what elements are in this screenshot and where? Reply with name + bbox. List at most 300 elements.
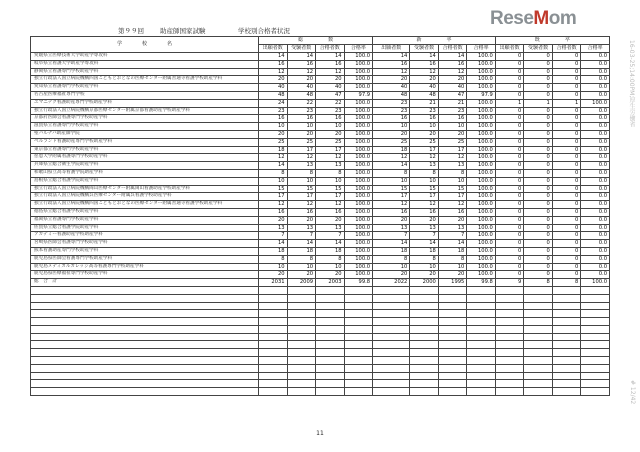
blank-cell	[524, 318, 553, 326]
value-cell: 17	[410, 146, 439, 154]
sub-header-cell: 合格者数	[316, 45, 345, 53]
blank-cell	[31, 357, 259, 365]
blank-row	[31, 325, 610, 333]
value-cell: 14	[373, 162, 410, 170]
value-cell: 100.0	[344, 99, 373, 107]
blank-cell	[373, 325, 410, 333]
blank-row	[31, 333, 610, 341]
value-cell: 17	[316, 193, 345, 201]
value-cell: 25	[287, 138, 316, 146]
value-cell: 100.0	[344, 60, 373, 68]
blank-cell	[552, 357, 581, 365]
blank-cell	[581, 349, 610, 357]
total-value-cell: 9	[495, 279, 524, 287]
blank-cell	[287, 357, 316, 365]
blank-cell	[524, 302, 553, 310]
value-cell: 10	[373, 177, 410, 185]
blank-cell	[373, 364, 410, 372]
table-row	[31, 255, 610, 263]
value-cell: 25	[316, 138, 345, 146]
value-cell: 25	[410, 138, 439, 146]
school-name-cell: 鹿児島県医師会看護専門学校助産学科	[31, 255, 259, 263]
value-cell: 14	[259, 240, 288, 248]
value-cell: 0	[495, 76, 524, 84]
value-cell: 0	[524, 84, 553, 92]
blank-cell	[524, 341, 553, 349]
table-row	[31, 216, 610, 224]
value-cell: 0	[495, 247, 524, 255]
value-cell: 0.0	[581, 169, 610, 177]
table-row	[31, 224, 610, 232]
blank-cell	[259, 286, 288, 294]
value-cell: 7	[316, 232, 345, 240]
blank-cell	[259, 302, 288, 310]
value-cell: 100.0	[344, 201, 373, 209]
total-value-cell: 2000	[410, 279, 439, 287]
blank-cell	[373, 318, 410, 326]
blank-cell	[410, 286, 439, 294]
school-name-cell: 滋賀県立看護専門学校助産学科	[31, 123, 259, 131]
exam-name: 助産師国家試験	[160, 27, 206, 35]
value-cell: 0.0	[581, 271, 610, 279]
value-cell: 10	[259, 123, 288, 131]
blank-cell	[373, 286, 410, 294]
value-cell: 97.9	[467, 91, 496, 99]
value-cell: 20	[438, 76, 467, 84]
value-cell: 0	[524, 138, 553, 146]
blank-cell	[373, 341, 410, 349]
value-cell: 100.0	[344, 68, 373, 76]
value-cell: 0	[552, 208, 581, 216]
value-cell: 100.0	[344, 76, 373, 84]
value-cell: 23	[259, 107, 288, 115]
blank-cell	[259, 357, 288, 365]
value-cell: 0	[495, 123, 524, 131]
table-row	[31, 177, 610, 185]
value-cell: 0.0	[581, 232, 610, 240]
school-name-cell: 熊本看護助産専門学校助産学科	[31, 247, 259, 255]
value-cell: 15	[259, 185, 288, 193]
value-cell: 40	[373, 84, 410, 92]
value-cell: 14	[259, 53, 288, 61]
blank-cell	[467, 364, 496, 372]
value-cell: 100.0	[344, 169, 373, 177]
blank-cell	[438, 380, 467, 388]
value-cell: 100.0	[344, 271, 373, 279]
total-value-cell: 100.0	[581, 279, 610, 287]
blank-cell	[552, 286, 581, 294]
value-cell: 16	[316, 60, 345, 68]
value-cell: 0.0	[581, 60, 610, 68]
value-cell: 0	[524, 185, 553, 193]
value-cell: 7	[259, 232, 288, 240]
value-cell: 10	[373, 263, 410, 271]
value-cell: 0	[524, 91, 553, 99]
value-cell: 100.0	[344, 84, 373, 92]
value-cell: 100.0	[467, 154, 496, 162]
value-cell: 0	[524, 240, 553, 248]
value-cell: 0	[524, 263, 553, 271]
value-cell: 8	[287, 169, 316, 177]
value-cell: 20	[410, 130, 439, 138]
blank-cell	[581, 372, 610, 380]
blank-cell	[287, 310, 316, 318]
table-row	[31, 154, 610, 162]
value-cell: 100.0	[467, 115, 496, 123]
blank-cell	[467, 286, 496, 294]
table-row	[31, 232, 610, 240]
document-subtitle: 学校別合格者状況	[238, 27, 290, 35]
value-cell: 0	[495, 240, 524, 248]
blank-cell	[373, 388, 410, 396]
table-row	[31, 208, 610, 216]
school-name-cell: 独立行政法人国立病院機構岡山医療センター附属岡山看護助産学校助産学科	[31, 185, 259, 193]
blank-cell	[495, 325, 524, 333]
value-cell: 20	[438, 130, 467, 138]
blank-cell	[438, 349, 467, 357]
value-cell: 100.0	[344, 162, 373, 170]
page-number: 11	[316, 430, 324, 437]
value-cell: 0	[552, 91, 581, 99]
blank-row	[31, 372, 610, 380]
value-cell: 10	[438, 263, 467, 271]
blank-cell	[495, 333, 524, 341]
blank-cell	[259, 372, 288, 380]
value-cell: 10	[316, 263, 345, 271]
value-cell: 14	[287, 240, 316, 248]
blank-cell	[495, 286, 524, 294]
value-cell: 100.0	[467, 162, 496, 170]
sub-header-cell: 受験者数	[410, 45, 439, 53]
value-cell: 0.0	[581, 154, 610, 162]
value-cell: 16	[410, 60, 439, 68]
school-name-cell: ユマニテク看護助産専門学校助産学科	[31, 99, 259, 107]
blank-cell	[410, 302, 439, 310]
blank-cell	[31, 333, 259, 341]
value-cell: 13	[438, 162, 467, 170]
school-name-cell: 独立行政法人国立病院機構四国こどもとおとなの医療センター附属善通寺看護学校助産学科	[31, 201, 259, 209]
value-cell: 40	[438, 84, 467, 92]
blank-cell	[524, 310, 553, 318]
value-cell: 10	[287, 263, 316, 271]
value-cell: 0	[524, 201, 553, 209]
resemom-logo: ReseMom	[490, 8, 577, 29]
blank-cell	[410, 357, 439, 365]
blank-cell	[287, 341, 316, 349]
table-row	[31, 99, 610, 107]
value-cell: 100.0	[344, 255, 373, 263]
value-cell: 100.0	[344, 130, 373, 138]
sub-header-cell: 合格者数	[552, 45, 581, 53]
blank-cell	[524, 325, 553, 333]
blank-cell	[344, 302, 373, 310]
value-cell: 0.0	[581, 53, 610, 61]
value-cell: 15	[373, 185, 410, 193]
value-cell: 0	[552, 185, 581, 193]
blank-cell	[31, 341, 259, 349]
blank-cell	[259, 388, 288, 396]
table-row	[31, 76, 610, 84]
sub-header-cell: 出願者数	[373, 45, 410, 53]
value-cell: 22	[316, 99, 345, 107]
value-cell: 16	[373, 115, 410, 123]
value-cell: 0	[552, 53, 581, 61]
sub-header-cell: 合格者数	[438, 45, 467, 53]
value-cell: 20	[410, 271, 439, 279]
value-cell: 0	[552, 68, 581, 76]
value-cell: 0	[524, 177, 553, 185]
blank-cell	[552, 294, 581, 302]
school-name-cell: 徳島県立総合看護学校助産学科	[31, 208, 259, 216]
value-cell: 12	[259, 68, 288, 76]
value-cell: 14	[373, 53, 410, 61]
blank-cell	[316, 318, 345, 326]
blank-cell	[581, 388, 610, 396]
blank-cell	[31, 349, 259, 357]
value-cell: 100.0	[467, 107, 496, 115]
value-cell: 23	[316, 107, 345, 115]
value-cell: 8	[410, 255, 439, 263]
value-cell: 100.0	[467, 271, 496, 279]
blank-cell	[552, 310, 581, 318]
total-value-cell: 99.8	[344, 279, 373, 287]
value-cell: 0.0	[581, 84, 610, 92]
value-cell: 23	[373, 99, 410, 107]
value-cell: 12	[373, 154, 410, 162]
blank-cell	[259, 294, 288, 302]
blank-cell	[259, 318, 288, 326]
value-cell: 100.0	[344, 123, 373, 131]
value-cell: 0	[524, 193, 553, 201]
sub-header-cell: 出願者数	[495, 45, 524, 53]
blank-cell	[552, 372, 581, 380]
blank-cell	[552, 364, 581, 372]
value-cell: 100.0	[467, 255, 496, 263]
school-name-cell: 和歌山県立高等看護学院助産学科	[31, 169, 259, 177]
sub-header-cell: 出願者数	[259, 45, 288, 53]
value-cell: 18	[287, 247, 316, 255]
value-cell: 0	[552, 201, 581, 209]
value-cell: 0	[552, 169, 581, 177]
value-cell: 18	[259, 247, 288, 255]
value-cell: 20	[316, 76, 345, 84]
blank-cell	[410, 318, 439, 326]
value-cell: 1	[524, 99, 553, 107]
blank-cell	[373, 294, 410, 302]
school-name-cell: 静岡県立看護専門学校助産学科	[31, 68, 259, 76]
value-cell: 0	[495, 224, 524, 232]
blank-row	[31, 310, 610, 318]
blank-cell	[31, 388, 259, 396]
blank-cell	[344, 372, 373, 380]
value-cell: 100.0	[467, 263, 496, 271]
value-cell: 20	[316, 130, 345, 138]
blank-cell	[438, 333, 467, 341]
blank-cell	[467, 294, 496, 302]
table-row	[31, 240, 610, 248]
value-cell: 13	[259, 224, 288, 232]
value-cell: 10	[287, 177, 316, 185]
value-cell: 0	[524, 271, 553, 279]
blank-cell	[287, 333, 316, 341]
blank-cell	[552, 302, 581, 310]
value-cell: 20	[259, 130, 288, 138]
table-row	[31, 107, 610, 115]
value-cell: 48	[287, 91, 316, 99]
table-row	[31, 271, 610, 279]
value-cell: 16	[316, 208, 345, 216]
blank-cell	[495, 302, 524, 310]
blank-cell	[438, 341, 467, 349]
table-row	[31, 169, 610, 177]
value-cell: 0.0	[581, 76, 610, 84]
school-name-cell: アカデミー看護助産学校助産学科	[31, 232, 259, 240]
total-value-cell: 8	[524, 279, 553, 287]
value-cell: 13	[316, 224, 345, 232]
blank-cell	[524, 333, 553, 341]
value-cell: 18	[410, 247, 439, 255]
value-cell: 20	[316, 271, 345, 279]
value-cell: 0.0	[581, 216, 610, 224]
value-cell: 0	[495, 53, 524, 61]
value-cell: 8	[259, 255, 288, 263]
value-cell: 100.0	[467, 53, 496, 61]
value-cell: 25	[259, 138, 288, 146]
blank-cell	[467, 349, 496, 357]
value-cell: 0	[495, 91, 524, 99]
blank-cell	[344, 333, 373, 341]
value-cell: 14	[410, 240, 439, 248]
blank-row	[31, 364, 610, 372]
blank-row	[31, 388, 610, 396]
sub-header-cell: 受験者数	[524, 45, 553, 53]
sub-header-cell: 受験者数	[287, 45, 316, 53]
school-name-cell: 愛知県立看護専門学校助産学科	[31, 84, 259, 92]
value-cell: 0.0	[581, 255, 610, 263]
blank-cell	[552, 380, 581, 388]
value-cell: 24	[259, 99, 288, 107]
value-cell: 0	[552, 123, 581, 131]
blank-cell	[259, 341, 288, 349]
value-cell: 100.0	[467, 76, 496, 84]
blank-cell	[581, 364, 610, 372]
value-cell: 100.0	[581, 99, 610, 107]
blank-cell	[410, 294, 439, 302]
value-cell: 0	[524, 216, 553, 224]
value-cell: 10	[373, 123, 410, 131]
value-cell: 20	[259, 271, 288, 279]
value-cell: 14	[438, 240, 467, 248]
blank-cell	[438, 286, 467, 294]
value-cell: 8	[287, 255, 316, 263]
value-cell: 0.0	[581, 201, 610, 209]
blank-cell	[287, 318, 316, 326]
blank-cell	[524, 372, 553, 380]
blank-cell	[438, 364, 467, 372]
value-cell: 16	[259, 208, 288, 216]
blank-cell	[31, 364, 259, 372]
value-cell: 0	[552, 224, 581, 232]
value-cell: 100.0	[467, 240, 496, 248]
blank-cell	[552, 318, 581, 326]
value-cell: 0	[495, 232, 524, 240]
value-cell: 18	[373, 247, 410, 255]
value-cell: 0	[495, 201, 524, 209]
table-row	[31, 146, 610, 154]
value-cell: 14	[438, 53, 467, 61]
blank-cell	[316, 286, 345, 294]
blank-cell	[581, 341, 610, 349]
blank-cell	[581, 333, 610, 341]
value-cell: 16	[373, 208, 410, 216]
blank-cell	[581, 318, 610, 326]
school-name-cell: 鹿児島県医療福祉専門学校助産学科	[31, 271, 259, 279]
blank-cell	[581, 294, 610, 302]
school-name-cell: 鹿児島メディカルカレッジ高等看護専門学校助産学科	[31, 263, 259, 271]
value-cell: 0	[552, 60, 581, 68]
value-cell: 23	[373, 107, 410, 115]
blank-cell	[524, 364, 553, 372]
value-cell: 0.0	[581, 240, 610, 248]
results-table	[30, 36, 610, 396]
blank-row	[31, 294, 610, 302]
value-cell: 0.0	[581, 263, 610, 271]
value-cell: 0	[524, 255, 553, 263]
school-name-cell: 宮崎県医師会看護専門学校助産学科	[31, 240, 259, 248]
blank-cell	[316, 357, 345, 365]
value-cell: 0.0	[581, 123, 610, 131]
blank-cell	[438, 318, 467, 326]
blank-cell	[259, 333, 288, 341]
fax-stamp: 16-03-25;14:00PM;厚生労働省	[628, 40, 635, 128]
value-cell: 0	[552, 84, 581, 92]
blank-cell	[410, 341, 439, 349]
value-cell: 100.0	[467, 247, 496, 255]
school-name-cell: 愛媛県立医療技術大学助産学専攻科	[31, 53, 259, 61]
value-cell: 8	[438, 255, 467, 263]
value-cell: 47	[438, 91, 467, 99]
value-cell: 0	[552, 263, 581, 271]
value-cell: 100.0	[467, 201, 496, 209]
blank-row	[31, 318, 610, 326]
value-cell: 0	[524, 53, 553, 61]
blank-cell	[287, 364, 316, 372]
value-cell: 16	[373, 60, 410, 68]
value-cell: 100.0	[467, 193, 496, 201]
blank-cell	[438, 302, 467, 310]
value-cell: 0.0	[581, 91, 610, 99]
value-cell: 48	[259, 91, 288, 99]
blank-cell	[438, 294, 467, 302]
blank-cell	[316, 325, 345, 333]
school-name-cell: 名古屋医療福祉専門学校	[31, 91, 259, 99]
value-cell: 16	[438, 208, 467, 216]
table-row	[31, 263, 610, 271]
value-cell: 0	[552, 240, 581, 248]
value-cell: 0	[552, 138, 581, 146]
value-cell: 100.0	[467, 123, 496, 131]
value-cell: 100.0	[344, 107, 373, 115]
value-cell: 0	[552, 162, 581, 170]
results-sheet	[30, 36, 610, 396]
blank-cell	[410, 388, 439, 396]
value-cell: 16	[287, 115, 316, 123]
value-cell: 13	[373, 224, 410, 232]
blank-cell	[438, 372, 467, 380]
value-cell: 0.0	[581, 247, 610, 255]
value-cell: 0	[495, 216, 524, 224]
value-cell: 0	[495, 208, 524, 216]
